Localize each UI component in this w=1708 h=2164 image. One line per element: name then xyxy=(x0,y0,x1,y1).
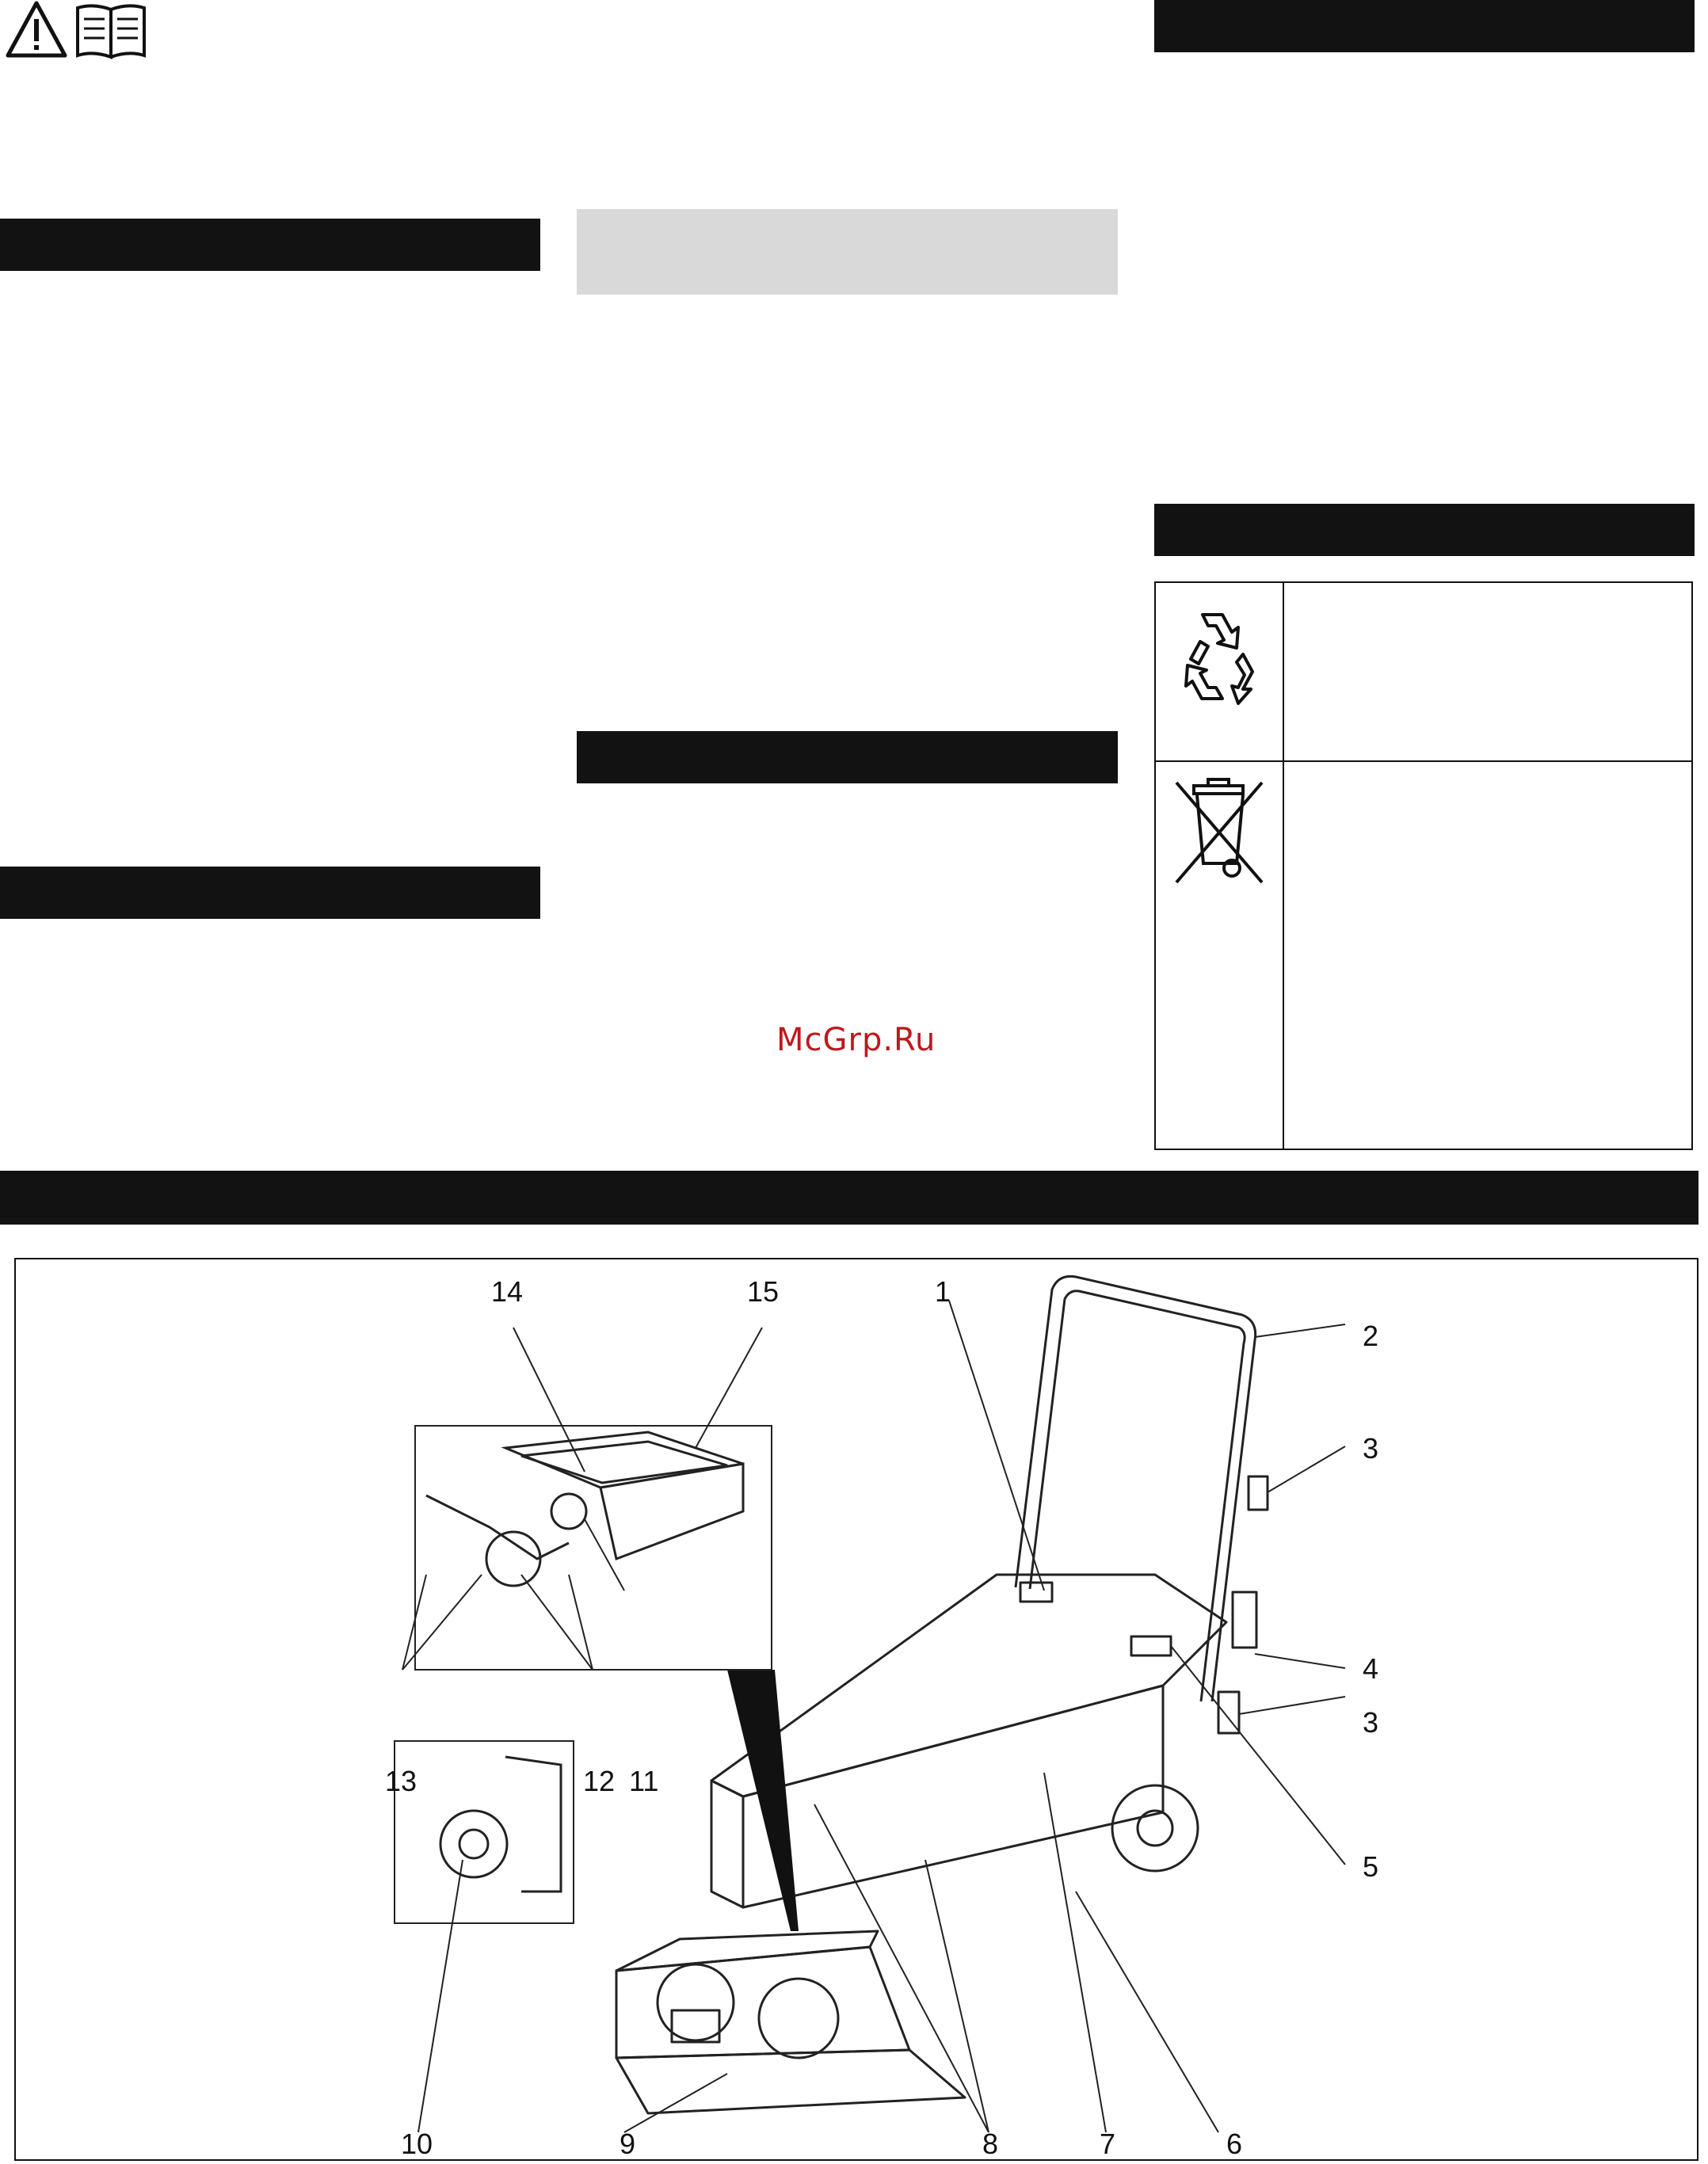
section-bar-left-2 xyxy=(0,867,540,919)
detail-pointer-wedge xyxy=(727,1670,799,1931)
detail-inset-brush xyxy=(395,1741,574,1923)
callout-5: 5 xyxy=(1363,1850,1379,1883)
table-divider-horizontal xyxy=(1156,760,1691,762)
callout-4: 4 xyxy=(1363,1652,1379,1685)
callout-1: 1 xyxy=(935,1275,951,1308)
callout-3-bottom: 3 xyxy=(1363,1706,1379,1739)
callout-15: 15 xyxy=(747,1275,780,1308)
callout-12: 12 xyxy=(583,1765,616,1797)
callout-7: 7 xyxy=(1100,2128,1116,2160)
callout-9: 9 xyxy=(620,2128,636,2160)
section-bar-top-right xyxy=(1154,0,1695,52)
callout-2: 2 xyxy=(1363,1320,1379,1352)
section-bar-left-1 xyxy=(0,219,540,271)
note-box xyxy=(577,209,1118,295)
callout-10: 10 xyxy=(401,2128,433,2160)
callout-14: 14 xyxy=(491,1275,524,1308)
callout-11: 11 xyxy=(629,1765,659,1797)
callout-3-top: 3 xyxy=(1363,1432,1379,1465)
section-bar-middle xyxy=(577,731,1118,783)
header-icons xyxy=(5,0,147,63)
section-bar-full-width xyxy=(0,1171,1698,1225)
warning-triangle-icon xyxy=(8,3,65,55)
crossed-out-wheelie-bin-icon xyxy=(1173,778,1268,889)
table-divider-vertical xyxy=(1283,583,1284,1149)
section-bar-right-2 xyxy=(1154,504,1695,556)
watermark: McGrp.Ru xyxy=(776,1022,936,1058)
read-manual-book-icon xyxy=(78,6,144,57)
callout-6: 6 xyxy=(1226,2128,1243,2160)
sweeper-body-drawing xyxy=(616,1276,1268,2113)
sweeper-illustration xyxy=(14,1258,1698,2161)
recycling-icon xyxy=(1167,599,1270,718)
callout-8: 8 xyxy=(982,2128,999,2160)
disposal-table xyxy=(1154,581,1693,1150)
callout-13: 13 xyxy=(385,1765,417,1797)
